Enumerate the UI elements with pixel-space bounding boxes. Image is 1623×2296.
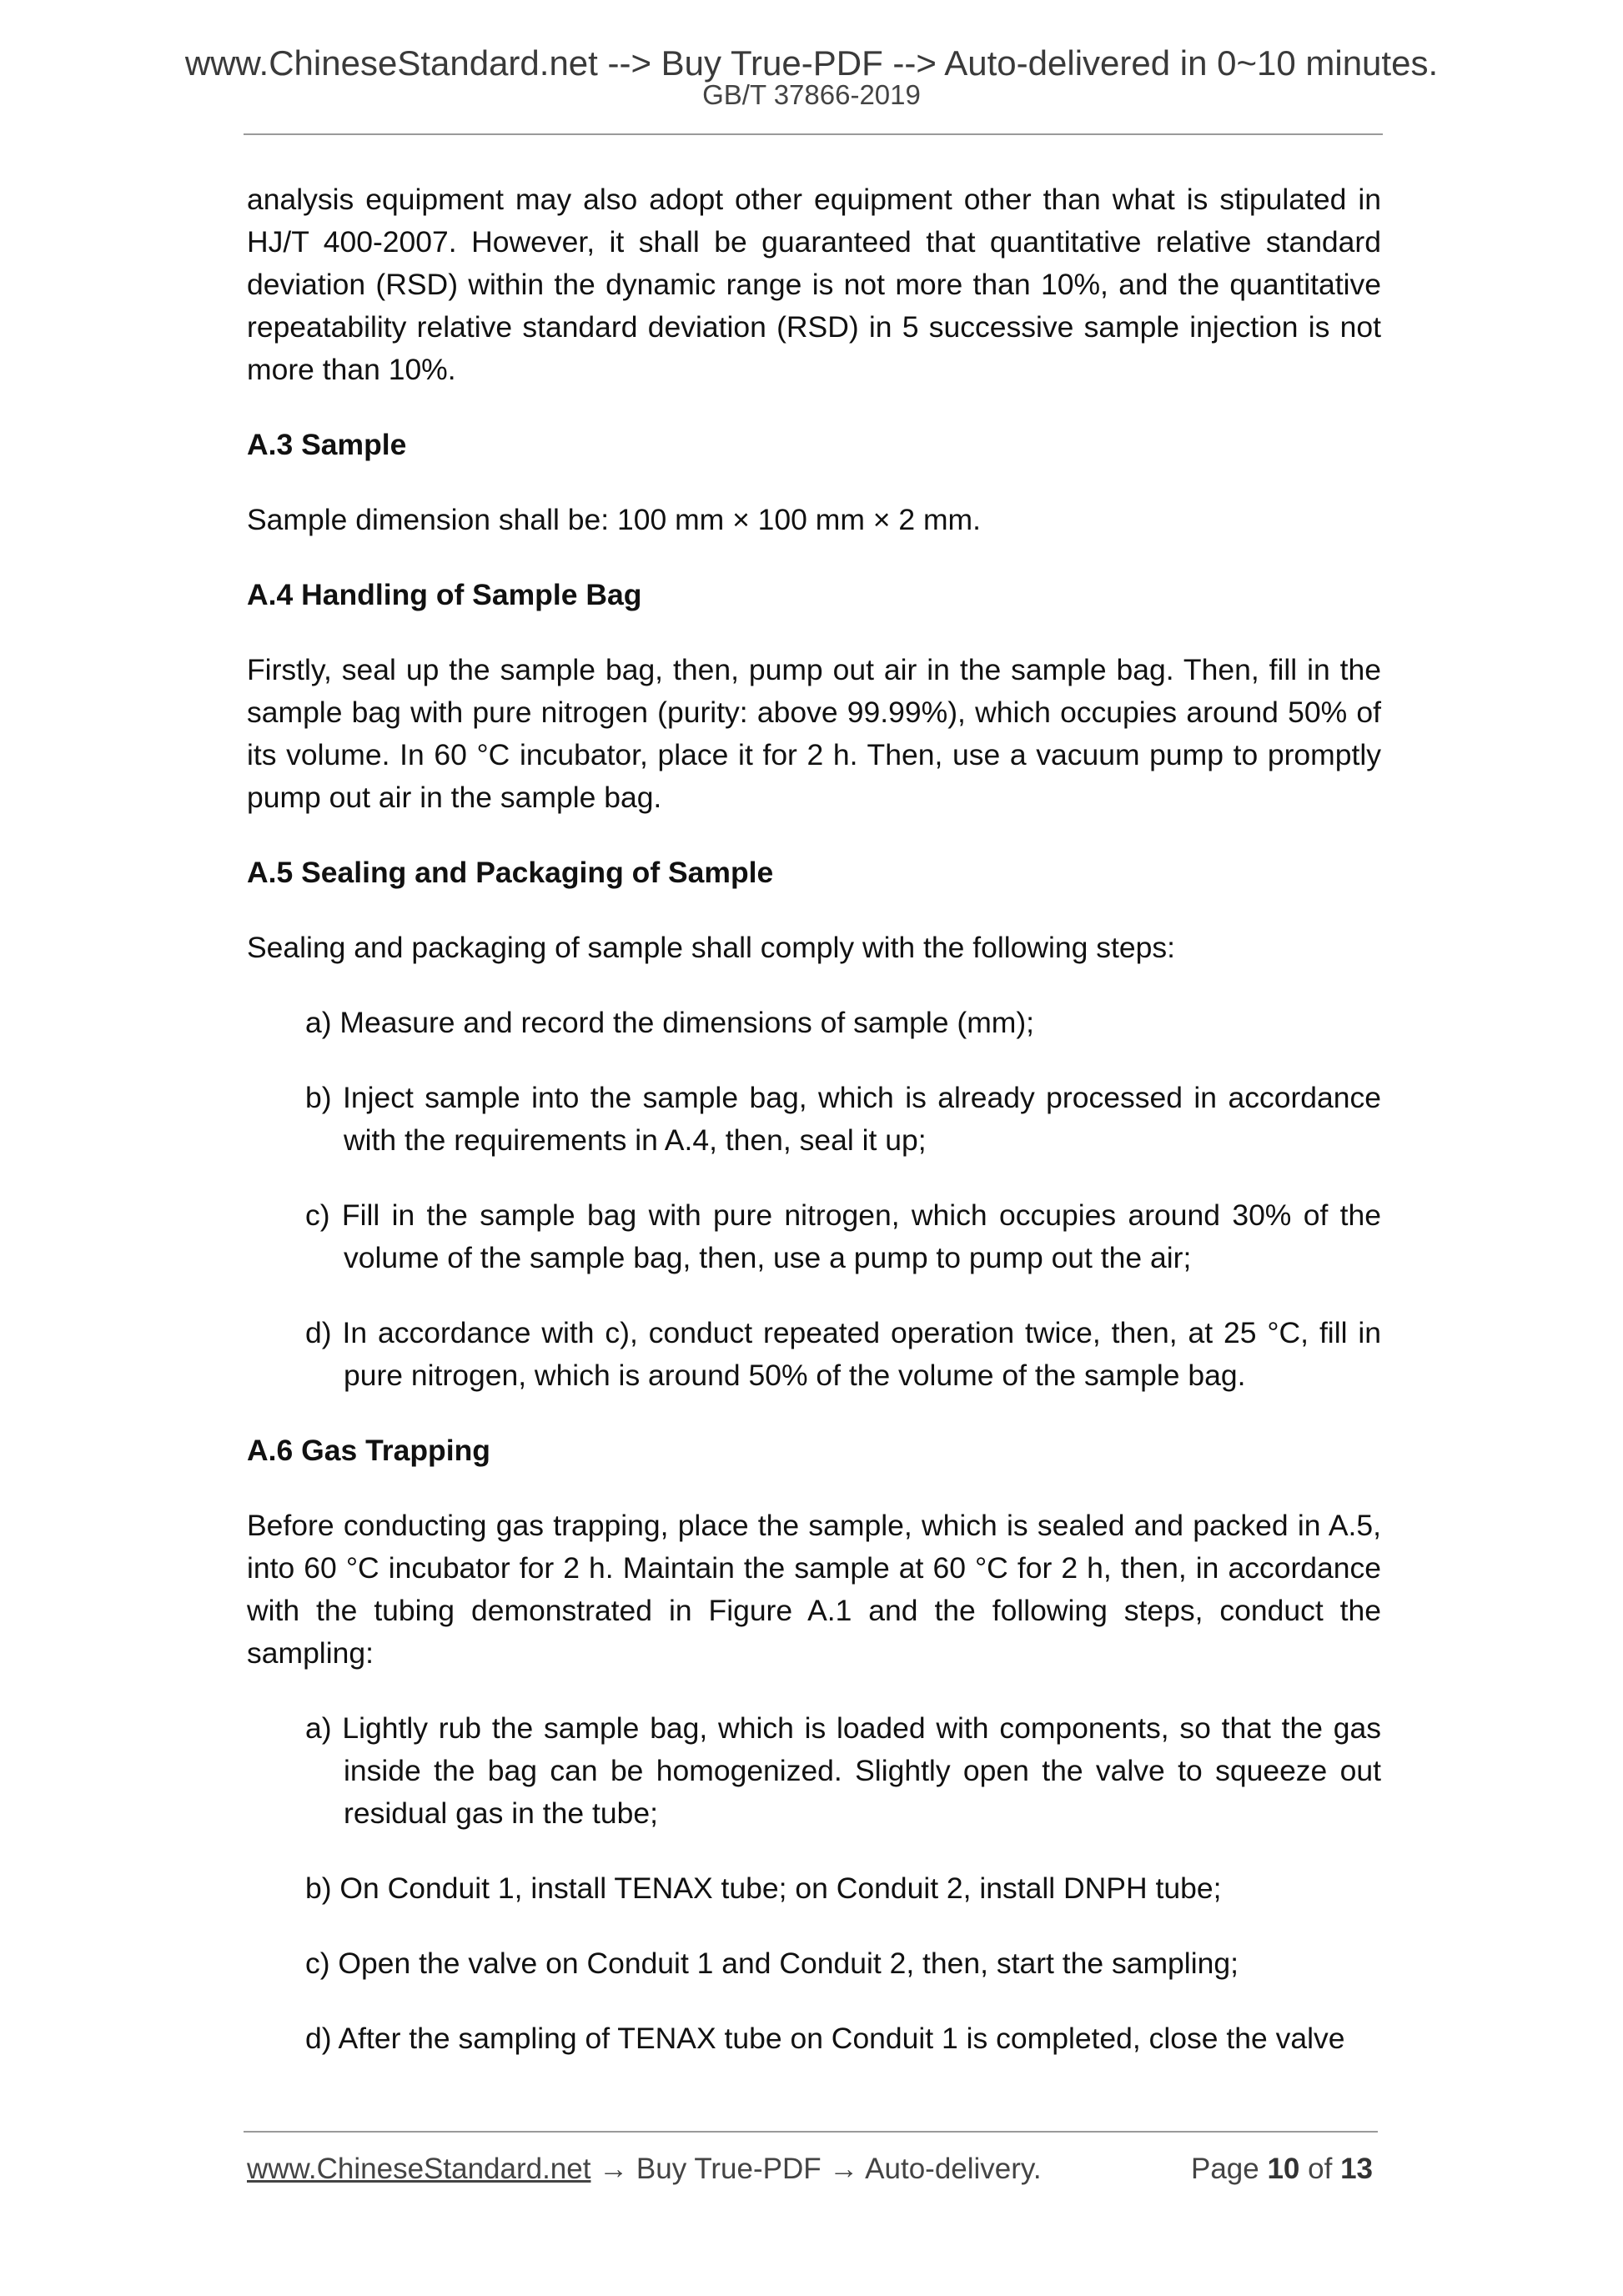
section-heading-a3: A.3 Sample xyxy=(247,428,407,461)
section-text-a3: Sample dimension shall be: 100 mm × 100 mm × 2 mm. xyxy=(247,503,981,536)
section-text-a6: Before conducting gas trapping, place the sample, which is sealed and packed in A.5, into 60 °C incubator for 2 h. Maintain the sample at 60 °C for 2 h, then, in accordance with the tubing demonstrated in Figure A.1 and the following steps, conduct the sampling: xyxy=(247,1509,1381,1670)
list-item: b) Inject sample into the sample bag, which is already processed in accordance with the requirements in A.4, then, seal it up; xyxy=(305,1081,1381,1157)
page-total: 13 xyxy=(1340,2153,1373,2185)
list-item: a) Measure and record the dimensions of sample (mm); xyxy=(305,1006,1035,1039)
section-heading-a4: A.4 Handling of Sample Bag xyxy=(247,578,642,611)
header-divider xyxy=(244,133,1383,135)
list-item: a) Lightly rub the sample bag, which is loaded with components, so that the gas inside the bag can be homogenized. Slightly open the valve to squeeze out residual gas in the tube; xyxy=(305,1711,1381,1830)
document-body xyxy=(247,178,1381,2093)
footer-promo-text: → Buy True-PDF → Auto-delivery. xyxy=(590,2153,1042,2185)
site-banner: www.ChineseStandard.net --> Buy True-PDF --> Auto-delivered in 0~10 minutes. xyxy=(184,43,1439,83)
intro-paragraph: analysis equipment may also adopt other equipment other than what is stipulated in HJ/T 400-2007. However, it shall be guaranteed that quantitative relative standard deviation (RSD) within the dynamic range is not more than 10%, and the quantitative repeatability relative standard deviation (RSD) in 5 successive sample injection is not more than 10%. xyxy=(247,183,1381,386)
section-text-a4: Firstly, seal up the sample bag, then, pump out air in the sample bag. Then, fill in the sample bag with pure nitrogen (purity: above 99.99%), which occupies around 50% of its volume. In 60 °C incubator, place it for 2 h. Then, use a vacuum pump to promptly pump out air in the sample bag. xyxy=(247,653,1381,814)
list-item: d) In accordance with c), conduct repeated operation twice, then, at 25 °C, fill in pure nitrogen, which is around 50% of the volume of the sample bag. xyxy=(305,1316,1381,1392)
section-heading-a6: A.6 Gas Trapping xyxy=(247,1434,490,1467)
section-text-a5: Sealing and packaging of sample shall comply with the following steps: xyxy=(247,931,1175,964)
footer-divider xyxy=(244,2131,1378,2133)
footer-promo xyxy=(247,2147,1042,2192)
page-number: 10 xyxy=(1267,2153,1300,2185)
page-label: Page xyxy=(1190,2153,1259,2185)
list-item: c) Fill in the sample bag with pure nitrogen, which occupies around 30% of the volume of the sample bag, then, use a pump to pump out the air; xyxy=(305,1198,1381,1274)
standard-code: GB/T 37866-2019 xyxy=(702,79,921,110)
list-item: d) After the sampling of TENAX tube on Conduit 1 is completed, close the valve xyxy=(305,2022,1345,2055)
section-heading-a5: A.5 Sealing and Packaging of Sample xyxy=(247,856,774,889)
page-counter xyxy=(1191,2147,1373,2192)
list-item: b) On Conduit 1, install TENAX tube; on Conduit 2, install DNPH tube; xyxy=(305,1871,1222,1905)
footer-site-link[interactable]: www.ChineseStandard.net xyxy=(247,2153,591,2185)
list-item: c) Open the valve on Conduit 1 and Conduit 2, then, start the sampling; xyxy=(305,1947,1239,1980)
of-label: of xyxy=(1308,2153,1333,2185)
page-footer xyxy=(247,2147,1381,2192)
